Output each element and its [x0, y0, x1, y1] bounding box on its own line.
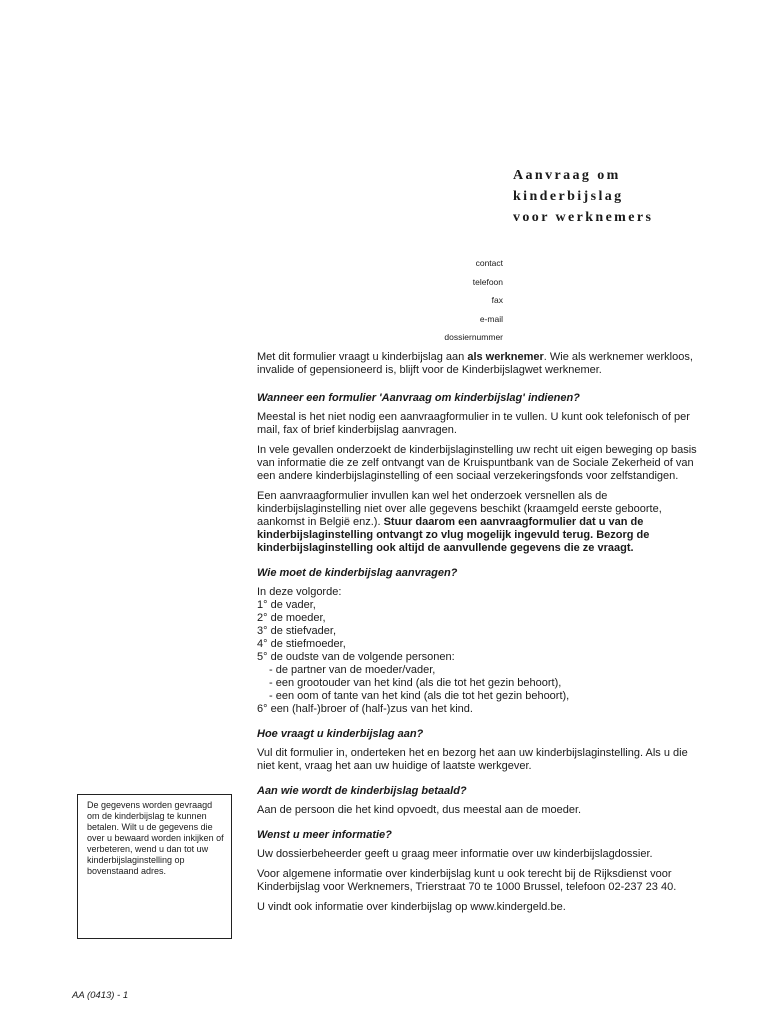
title-line-1: Aanvraag om: [513, 168, 621, 183]
title-line-3: voor werknemers: [513, 210, 654, 225]
contact-labels: [343, 254, 503, 347]
intro-text-2: . Wie als werknemer werkloos, invalide of gepensioneerd is, blijft voor de Kinderbijslagwet werknemer.: [257, 351, 693, 376]
order-item: 6° een (half-)broer of (half-)zus van het kind.: [257, 703, 473, 715]
intro-paragraph: [257, 351, 707, 377]
contact-label: contact: [475, 258, 503, 268]
section5-paragraph-3: U vindt ook informatie over kinderbijslag op www.kindergeld.be.: [257, 901, 566, 913]
fax-label: fax: [491, 295, 503, 306]
section1-p3-bold: Stuur daarom een aanvraagformulier dat u van de kinderbijslaginstelling ontvangt zo vlug mogelijk ingevuld terug. Bezorg de kinderbijslaginstelling ook altijd de aanvullende gegevens die ze vraagt.: [257, 516, 650, 554]
section1-paragraph-2: In vele gevallen onderzoekt de kinderbijslaginstelling uw recht uit eigen beweging op basis van informatie die ze zelf ontvangt van de Kruispuntbank van de Sociale Zekerheid of van een andere kinderbijslaginstelling of een sociaal verzekeringsfonds voor zelfstandigen.: [257, 444, 697, 482]
section1-paragraph-3: [257, 490, 707, 555]
section-heading-how: Hoe vraagt u kinderbijslag aan?: [257, 728, 424, 740]
order-subitem: - een oom of tante van het kind (als die tot het gezin behoort),: [269, 690, 570, 702]
section1-p3-text: Een aanvraagformulier invullen kan wel het onderzoek versnellen als de kinderbijslaginstelling niet over alle gegevens beschikt (kraamgeld eerste geboorte, aankomst in België enz.).: [257, 490, 662, 528]
order-item: 1° de vader,: [257, 599, 316, 611]
document-title: [513, 165, 753, 228]
phone-label: telefoon: [472, 276, 503, 287]
email-label: e-mail: [479, 313, 503, 324]
main-content: [257, 351, 707, 914]
section-heading-paid-to: Aan wie wordt de kinderbijslag betaald?: [257, 785, 467, 797]
order-item: 4° de stiefmoeder,: [257, 638, 346, 650]
section5-paragraph-2: Voor algemene informatie over kinderbijslag kunt u ook terecht bij de Rijksdienst voor Kinderbijslag voor Werknemers, Trierstraat 70 te 1000 Brussel, telefoon 02-237 23 40.: [257, 868, 677, 893]
title-line-2: kinderbijslag: [513, 189, 624, 204]
section4-paragraph: Aan de persoon die het kind opvoedt, dus meestal aan de moeder.: [257, 804, 582, 816]
form-code: AA (0413) - 1: [72, 990, 129, 1001]
privacy-notice-box: [77, 794, 232, 939]
section5-paragraph-1: Uw dossierbeheerder geeft u graag meer informatie over uw kinderbijslagdossier.: [257, 848, 653, 860]
intro-bold: als werknemer: [467, 351, 544, 363]
order-item: 3° de stiefvader,: [257, 625, 337, 637]
order-subitem: - de partner van de moeder/vader,: [269, 664, 436, 676]
section3-paragraph: Vul dit formulier in, onderteken het en bezorg het aan uw kinderbijslaginstelling. Als u die niet kent, vraag het aan uw huidige of laatste werkgever.: [257, 747, 688, 772]
section1-paragraph-1: Meestal is het niet nodig een aanvraagformulier in te vullen. U kunt ook telefonisch of per mail, fax of brief kinderbijslag aanvragen.: [257, 411, 690, 436]
order-item: 2° de moeder,: [257, 612, 326, 624]
order-item: 5° de oudste van de volgende personen:: [257, 651, 455, 663]
order-subitem: - een grootouder van het kind (als die tot het gezin behoort),: [269, 677, 562, 689]
intro-text: Met dit formulier vraagt u kinderbijslag aan: [257, 351, 468, 363]
section-heading-when: Wanneer een formulier 'Aanvraag om kinderbijslag' indienen?: [257, 392, 580, 404]
section-heading-who: Wie moet de kinderbijslag aanvragen?: [257, 567, 458, 579]
file-number-label: dossiernummer: [444, 332, 503, 343]
privacy-notice-text: De gegevens worden gevraagd om de kinderbijslag te kunnen betalen. Wilt u de gegevens die over u bewaard worden inkijken of verbeteren, wend u dan tot uw kinderbijslaginstelling op bovenstaand adres.: [87, 800, 224, 876]
section-heading-more-info: Wenst u meer informatie?: [257, 829, 392, 841]
order-intro: In deze volgorde:: [257, 586, 342, 598]
